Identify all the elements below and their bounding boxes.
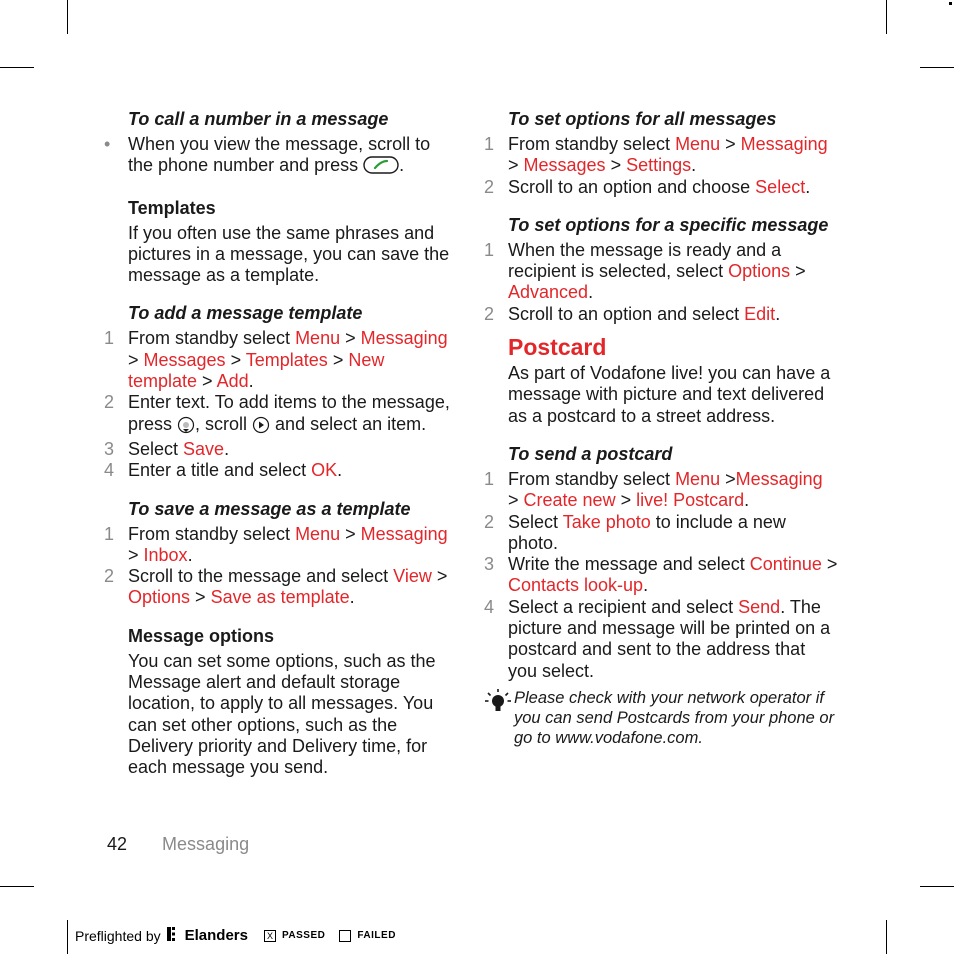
messaging-link[interactable]: Messaging [735,468,823,489]
messaging-link[interactable]: Messaging [740,134,828,154]
messaging-link[interactable]: Messaging [360,523,448,544]
passed-checkbox: X [264,930,276,942]
options-specific-heading: To set options for a specific message [508,214,829,235]
call-key-icon [363,155,399,180]
passed-label: PASSED [281,930,326,941]
list-item: 3 Select Save. [104,438,230,459]
crop-mark [920,67,954,68]
crop-mark [920,886,954,887]
options-all-steps [484,134,838,198]
continue-link[interactable]: Continue [749,554,822,575]
templates-heading: Templates [128,197,216,218]
preflight-stamp [75,927,404,944]
contacts-lookup-link[interactable]: Contacts look-up [508,575,644,596]
right-column [484,108,838,748]
messages-link[interactable]: Messages [523,155,606,176]
crop-mark [886,920,887,954]
list-item: 1 When the message is ready and a recipient is selected, select Options > Advanced. [484,239,806,303]
new-template-link[interactable]: New template [128,349,385,392]
options-link[interactable]: Options [128,587,191,608]
menu-link[interactable]: Menu [295,523,341,544]
call-number-heading: To call a number in a message [128,109,389,129]
list-item: 1 From standby select Menu > Messaging > Inbox. [104,523,448,565]
view-link[interactable]: View [393,566,432,587]
page-number: 42 [107,834,128,854]
list-item: 2 Select Take photo to include a new photo. [484,511,786,553]
list-item: 3 Write the message and select Continue > Contacts look-up. [484,554,838,596]
bullet-icon: • [104,134,111,154]
edit-link[interactable]: Edit [744,303,776,324]
list-item: 4 Enter a title and select OK. [104,460,343,481]
tip-bulb-icon [484,688,514,748]
navigation-key-icon [177,416,195,439]
preflight-brand: Elanders [184,927,248,944]
page-footer [107,834,249,855]
advanced-link[interactable]: Advanced [508,282,589,303]
save-template-heading: To save a message as a template [128,498,411,519]
call-number-bullet: • When you view the message, scroll to the phone number and press . [104,134,458,181]
live-postcard-link[interactable]: live! Postcard [636,490,745,511]
add-template-steps [104,328,458,481]
tip-note [484,688,838,748]
postcard-paragraph: As part of Vodafone live! you can have a message with picture and text delivered as a postcard to a street address. [508,363,831,426]
save-link[interactable]: Save [183,438,225,459]
options-all-heading: To set options for all messages [508,109,777,129]
list-item: 2 Scroll to an option and choose Select. [484,176,811,197]
options-specific-steps [484,240,838,325]
section-name: Messaging [162,834,250,854]
message-options-heading: Message options [128,625,275,646]
take-photo-link[interactable]: Take photo [562,511,651,532]
list-item: 1 From standby select Menu >Messaging > Create new > live! Postcard. [484,468,823,511]
crop-mark [949,2,952,5]
crop-mark [67,0,68,34]
send-link[interactable]: Send [738,596,781,617]
send-postcard-steps [484,469,838,682]
crop-mark [67,920,68,954]
add-template-heading: To add a message template [128,303,363,324]
crop-mark [0,67,34,68]
crop-mark [886,0,887,34]
messaging-link[interactable]: Messaging [360,328,448,349]
tip-text: Please check with your network operator if you can send Postcards from your phone or go to www.vodafone.com. [514,688,835,747]
left-column [104,108,458,779]
crop-mark [0,886,34,887]
postcard-title: Postcard [508,334,607,361]
list-item: 2 Enter text. To add items to the message, press , scroll and select an item. [104,392,458,439]
templates-link[interactable]: Templates [245,349,328,370]
preflight-label: Preflighted by [75,927,161,944]
menu-link[interactable]: Menu [295,328,341,349]
list-item: 1 From standby select Menu > Messaging > Messages > Settings. [484,134,828,176]
select-link[interactable]: Select [755,176,806,197]
failed-label: FAILED [357,930,396,941]
menu-link[interactable]: Menu [675,134,721,154]
save-as-template-link[interactable]: Save as template [210,587,350,608]
elanders-logo-icon [167,927,179,944]
list-item: 2 Scroll to an option and select Edit. [484,303,781,324]
send-postcard-heading: To send a postcard [508,443,673,464]
add-link[interactable]: Add [216,371,249,392]
inbox-link[interactable]: Inbox [143,544,188,565]
scroll-key-icon [252,416,270,439]
options-link[interactable]: Options [728,261,791,282]
list-item: 2 Scroll to the message and select View > Options > Save as template. [104,566,448,608]
list-item: 1 From standby select Menu > Messaging > Messages > Templates > New template > Add. [104,328,448,392]
failed-checkbox [339,930,351,942]
templates-paragraph: If you often use the same phrases and pictures in a message, you can save the message as a template. [128,222,450,286]
menu-link[interactable]: Menu [675,468,721,489]
list-item: 4 Select a recipient and select Send. The picture and message will be printed on a postcard and sent to the address that you select. [484,596,831,681]
create-new-link[interactable]: Create new [523,490,616,511]
message-options-paragraph: You can set some options, such as the Message alert and default storage location, to apply to all messages. You can set other options, such as the Delivery priority and Delivery time, for each message you send. [128,650,436,778]
ok-link[interactable]: OK [311,460,338,481]
settings-link[interactable]: Settings [626,155,692,176]
messages-link[interactable]: Messages [143,349,226,370]
save-template-steps [104,524,458,609]
